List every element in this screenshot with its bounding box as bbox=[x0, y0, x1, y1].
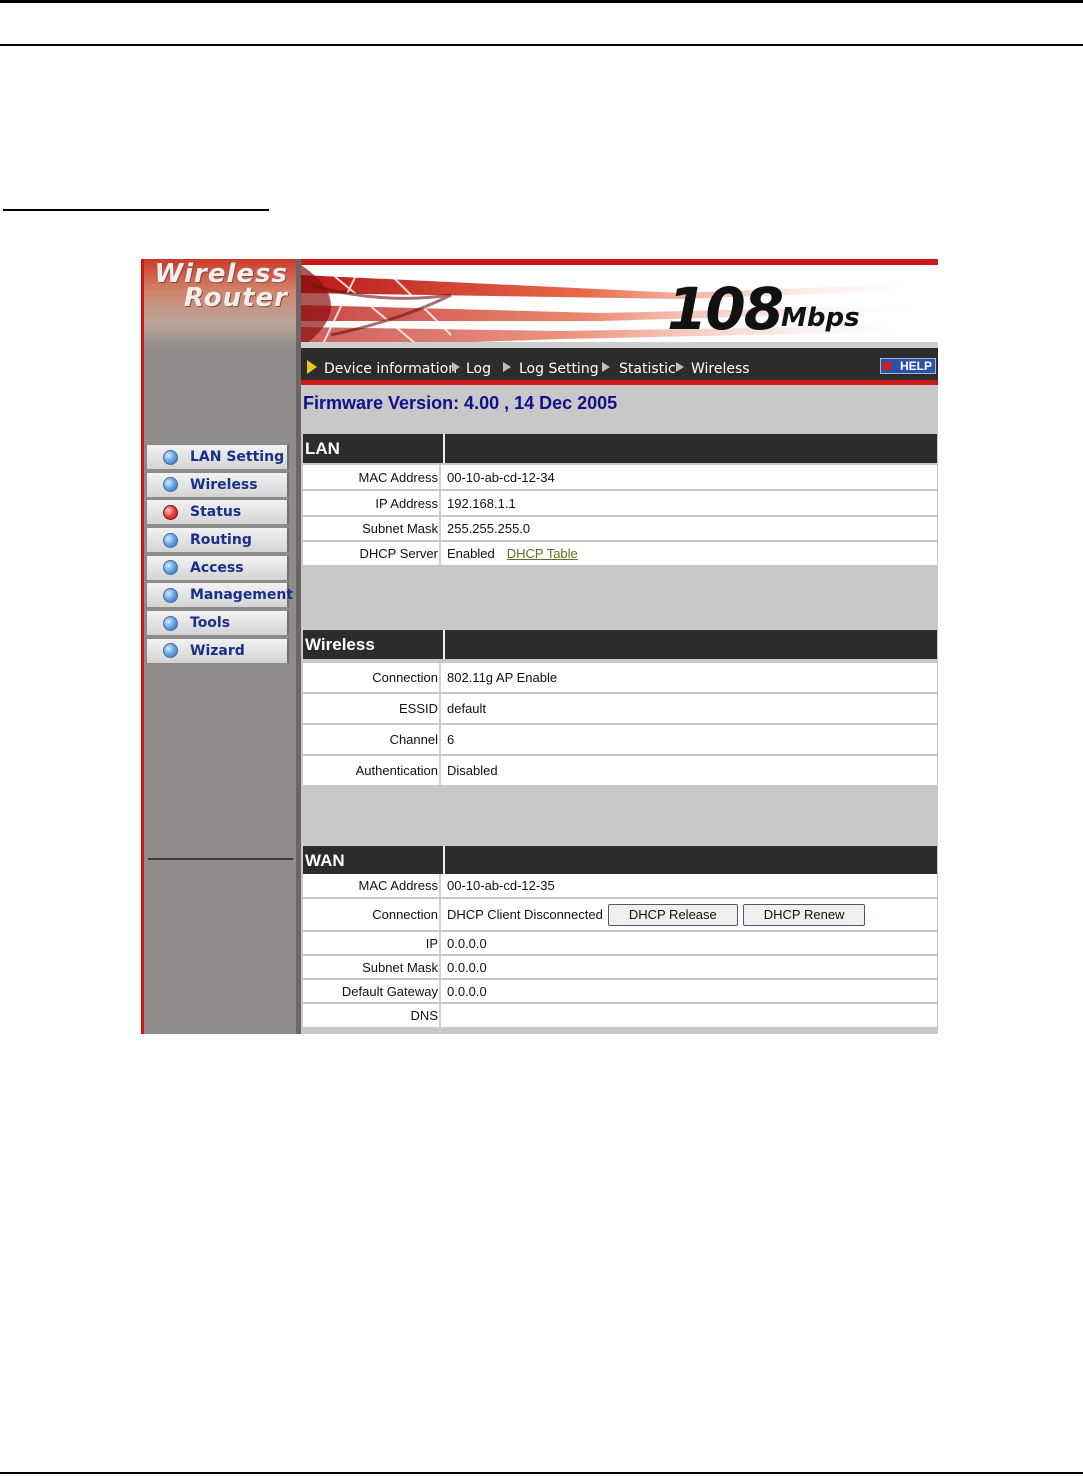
dhcp-table-link[interactable]: DHCP Table bbox=[506, 546, 578, 561]
nav-statistic[interactable]: Statistic bbox=[619, 361, 676, 377]
banner bbox=[301, 259, 938, 348]
wan-mac-value: 00-10-ab-cd-12-35 bbox=[447, 878, 555, 893]
bullet-icon bbox=[163, 477, 178, 492]
lan-mac-value: 00-10-ab-cd-12-34 bbox=[447, 469, 555, 485]
sidebar-item-label: Management bbox=[190, 587, 294, 604]
sidebar-item-status[interactable] bbox=[146, 499, 289, 525]
help-button[interactable]: HELP bbox=[880, 358, 936, 374]
nav-arrow-icon bbox=[452, 362, 460, 372]
table-row bbox=[303, 1004, 937, 1027]
wireless-section-header bbox=[303, 630, 937, 659]
lan-dhcp-label: DHCP Server bbox=[303, 542, 441, 565]
sidebar-item-routing[interactable] bbox=[146, 527, 289, 553]
bullet-icon bbox=[163, 616, 178, 631]
speed-logo-number: 108 bbox=[667, 275, 783, 343]
section-title: Wireless bbox=[305, 635, 375, 654]
wan-gateway-value: 0.0.0.0 bbox=[447, 983, 487, 999]
nav-arrow-icon bbox=[602, 362, 610, 372]
wan-dns-label: DNS bbox=[303, 1004, 441, 1027]
table-row bbox=[303, 517, 937, 540]
wireless-connection-label: Connection bbox=[303, 663, 441, 692]
section-heading-underline bbox=[3, 209, 269, 211]
lan-section-header bbox=[303, 434, 937, 463]
table-row bbox=[303, 899, 937, 930]
bullet-icon bbox=[163, 450, 178, 465]
sidebar-item-access[interactable] bbox=[146, 555, 289, 581]
sidebar-item-label: Routing bbox=[190, 532, 252, 549]
sidebar-divider bbox=[148, 858, 293, 860]
nav-wireless[interactable]: Wireless bbox=[691, 361, 750, 377]
nav-log[interactable]: Log bbox=[466, 361, 492, 377]
lan-mac-label: MAC Address bbox=[303, 465, 441, 489]
table-row bbox=[303, 980, 937, 1002]
bullet-icon bbox=[163, 560, 178, 575]
wan-ip-value: 0.0.0.0 bbox=[447, 935, 487, 951]
sidebar-item-label: Access bbox=[190, 559, 244, 576]
sidebar-item-label: Wizard bbox=[190, 642, 245, 659]
sidebar-item-label: Tools bbox=[190, 615, 231, 632]
lan-mask-label: Subnet Mask bbox=[303, 517, 441, 540]
sidebar-item-lan-setting[interactable] bbox=[146, 444, 289, 470]
header-divider bbox=[443, 630, 445, 659]
table-row bbox=[303, 725, 937, 754]
wan-gateway-label: Default Gateway bbox=[303, 980, 441, 1002]
sidebar-item-management[interactable] bbox=[146, 582, 294, 608]
header-divider bbox=[443, 846, 445, 875]
wan-connection-value: DHCP Client Disconnected bbox=[447, 907, 603, 922]
sidebar bbox=[141, 259, 296, 1034]
table-row bbox=[303, 491, 937, 515]
sidebar-item-label: LAN Setting bbox=[190, 449, 285, 465]
lan-dhcp-cell bbox=[445, 542, 937, 565]
wan-mask-label: Subnet Mask bbox=[303, 956, 441, 978]
nav-device-information[interactable]: Device information bbox=[324, 361, 458, 377]
top-nav-bar bbox=[301, 348, 938, 385]
section-title: WAN bbox=[305, 851, 345, 870]
wan-connection-cell bbox=[445, 899, 937, 930]
nav-arrow-icon bbox=[676, 362, 684, 372]
lan-dhcp-value: Enabled bbox=[447, 546, 495, 561]
active-bullet-icon bbox=[163, 505, 178, 520]
top-rule bbox=[0, 0, 1083, 3]
lan-ip-value: 192.168.1.1 bbox=[447, 495, 516, 511]
nav-log-setting[interactable]: Log Setting bbox=[519, 361, 599, 377]
header-rule bbox=[0, 44, 1083, 46]
bullet-icon bbox=[163, 643, 178, 658]
wireless-router-logo bbox=[144, 259, 296, 349]
table-row bbox=[303, 874, 937, 897]
table-row bbox=[303, 956, 937, 978]
nav-arrow-icon bbox=[307, 360, 317, 374]
sidebar-item-label: Wireless bbox=[190, 476, 258, 493]
bullet-icon bbox=[163, 533, 178, 548]
lan-ip-label: IP Address bbox=[303, 491, 441, 515]
bottom-rule bbox=[0, 1472, 1083, 1474]
wan-connection-label: Connection bbox=[303, 899, 441, 930]
wan-section-header bbox=[303, 846, 937, 875]
channel-value: 6 bbox=[447, 732, 455, 747]
essid-label: ESSID bbox=[303, 694, 441, 723]
authentication-value: Disabled bbox=[447, 763, 498, 778]
dhcp-release-button[interactable]: DHCP Release bbox=[608, 904, 738, 926]
table-row bbox=[303, 756, 937, 785]
essid-value: default bbox=[447, 701, 487, 716]
router-status-screenshot bbox=[141, 259, 938, 1034]
header-divider bbox=[443, 434, 445, 463]
section-title: LAN bbox=[305, 439, 340, 458]
table-row bbox=[303, 694, 937, 723]
wan-dns-value bbox=[445, 1004, 937, 1027]
wan-mac-label: MAC Address bbox=[303, 874, 441, 897]
sidebar-menu bbox=[146, 444, 294, 666]
lan-mask-value: 255.255.255.0 bbox=[447, 521, 531, 536]
wan-mask-value: 0.0.0.0 bbox=[447, 959, 487, 975]
logo-line-2: Router bbox=[184, 283, 288, 313]
table-row bbox=[303, 465, 937, 489]
sidebar-item-label: Status bbox=[190, 504, 242, 521]
table-row bbox=[303, 932, 937, 954]
bullet-icon bbox=[163, 588, 178, 603]
firmware-version: Firmware Version: 4.00 , 14 Dec 2005 bbox=[303, 393, 618, 413]
logo-line-1: Wireless bbox=[154, 259, 288, 289]
channel-label: Channel bbox=[303, 725, 441, 754]
sidebar-item-wireless[interactable] bbox=[146, 472, 289, 498]
table-row bbox=[303, 663, 937, 692]
table-row bbox=[303, 542, 937, 565]
dhcp-renew-button[interactable]: DHCP Renew bbox=[743, 904, 866, 926]
authentication-label: Authentication bbox=[303, 756, 441, 785]
wireless-connection-value: 802.11g AP Enable bbox=[447, 670, 558, 685]
sidebar-item-tools[interactable] bbox=[146, 610, 289, 636]
speed-logo-unit: Mbps bbox=[781, 303, 860, 333]
sidebar-item-wizard[interactable] bbox=[146, 638, 289, 664]
nav-arrow-icon bbox=[503, 362, 511, 372]
wan-ip-label: IP bbox=[303, 932, 441, 954]
